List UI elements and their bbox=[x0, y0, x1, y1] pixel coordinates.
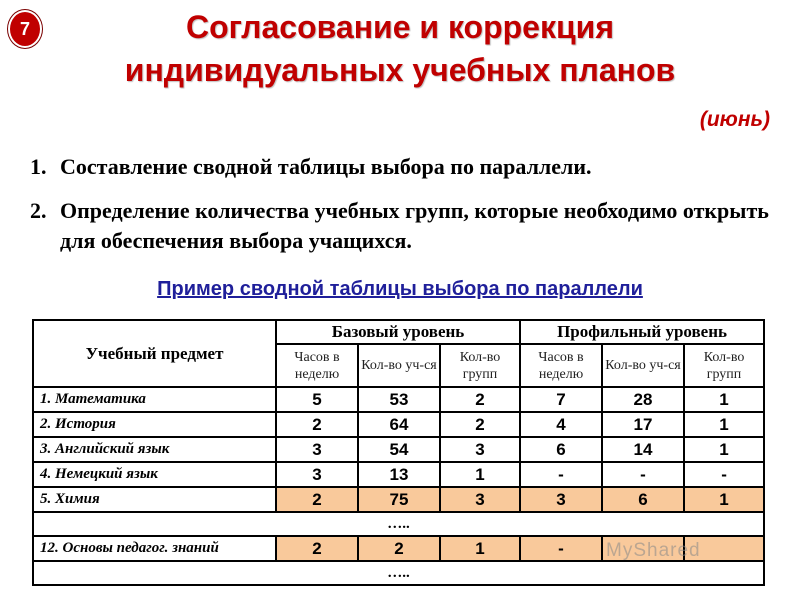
value-cell: 2 bbox=[440, 387, 520, 412]
value-cell: 2 bbox=[440, 412, 520, 437]
value-cell: 1 bbox=[684, 412, 764, 437]
column-header: Кол-во групп bbox=[440, 344, 520, 387]
list-number: 2. bbox=[30, 198, 47, 223]
column-header: Кол-во уч-ся bbox=[602, 344, 684, 387]
value-cell: 17 bbox=[602, 412, 684, 437]
table-row bbox=[33, 437, 764, 462]
slide-title bbox=[0, 6, 800, 92]
value-cell: 3 bbox=[276, 462, 358, 487]
ellipsis-cell: ….. bbox=[33, 512, 764, 536]
value-cell: 53 bbox=[358, 387, 440, 412]
list-number: 1. bbox=[30, 154, 47, 179]
example-heading-link[interactable]: Пример сводной таблицы выбора по параллели bbox=[157, 278, 643, 300]
list-item bbox=[30, 152, 770, 182]
table-row bbox=[33, 462, 764, 487]
title-line-1: Согласование и коррекция bbox=[185, 9, 614, 45]
value-cell: 4 bbox=[520, 412, 602, 437]
value-cell: 1 bbox=[440, 462, 520, 487]
subject-cell: 1. Математика bbox=[33, 387, 276, 412]
value-cell: - bbox=[602, 462, 684, 487]
value-cell: 2 bbox=[276, 412, 358, 437]
subject-cell: 12. Основы педагог. знаний bbox=[33, 536, 276, 561]
column-header: Кол-во групп bbox=[684, 344, 764, 387]
value-cell: 13 bbox=[358, 462, 440, 487]
value-cell: 6 bbox=[520, 437, 602, 462]
ellipsis-row bbox=[33, 561, 764, 585]
subject-cell: 2. История bbox=[33, 412, 276, 437]
subject-cell: 3. Английский язык bbox=[33, 437, 276, 462]
watermark-logo: MyShared bbox=[606, 540, 701, 561]
value-cell: - bbox=[520, 536, 602, 561]
steps-list bbox=[30, 152, 770, 270]
value-cell: 3 bbox=[520, 487, 602, 512]
slide-number-badge: 7 bbox=[8, 10, 42, 48]
value-cell: 3 bbox=[440, 437, 520, 462]
value-cell: 64 bbox=[358, 412, 440, 437]
value-cell: 14 bbox=[602, 437, 684, 462]
column-header: Часов в неделю bbox=[520, 344, 602, 387]
value-cell: 75 bbox=[358, 487, 440, 512]
subject-cell: 5. Химия bbox=[33, 487, 276, 512]
value-cell: 28 bbox=[602, 387, 684, 412]
value-cell: - bbox=[520, 462, 602, 487]
value-cell: 7 bbox=[520, 387, 602, 412]
value-cell: 1 bbox=[684, 387, 764, 412]
value-cell: - bbox=[684, 462, 764, 487]
ellipsis-cell: ….. bbox=[33, 561, 764, 585]
value-cell: 54 bbox=[358, 437, 440, 462]
value-cell: 5 bbox=[276, 387, 358, 412]
title-line-2: индивидуальных учебных планов bbox=[124, 52, 676, 88]
profile-level-header: Профильный уровень bbox=[520, 320, 764, 344]
list-text: Составление сводной таблицы выбора по параллели. bbox=[60, 154, 592, 179]
base-level-header: Базовый уровень bbox=[276, 320, 520, 344]
table-row bbox=[33, 412, 764, 437]
value-cell: 2 bbox=[276, 487, 358, 512]
column-header: Часов в неделю bbox=[276, 344, 358, 387]
value-cell: 1 bbox=[684, 437, 764, 462]
value-cell: 1 bbox=[440, 536, 520, 561]
value-cell: 2 bbox=[276, 536, 358, 561]
value-cell: 1 bbox=[684, 487, 764, 512]
value-cell: 2 bbox=[358, 536, 440, 561]
ellipsis-row bbox=[33, 512, 764, 536]
month-note: (июнь) bbox=[699, 108, 770, 131]
value-cell: 3 bbox=[440, 487, 520, 512]
list-text: Определение количества учебных групп, которые необходимо открыть для обеспечения выбора учащихся. bbox=[60, 198, 769, 253]
list-item bbox=[30, 196, 770, 256]
subject-cell: 4. Немецкий язык bbox=[33, 462, 276, 487]
table-row-highlighted bbox=[33, 487, 764, 512]
value-cell: 3 bbox=[276, 437, 358, 462]
column-header: Кол-во уч-ся bbox=[358, 344, 440, 387]
table-row bbox=[33, 387, 764, 412]
subject-header: Учебный предмет bbox=[33, 320, 276, 387]
value-cell: 6 bbox=[602, 487, 684, 512]
